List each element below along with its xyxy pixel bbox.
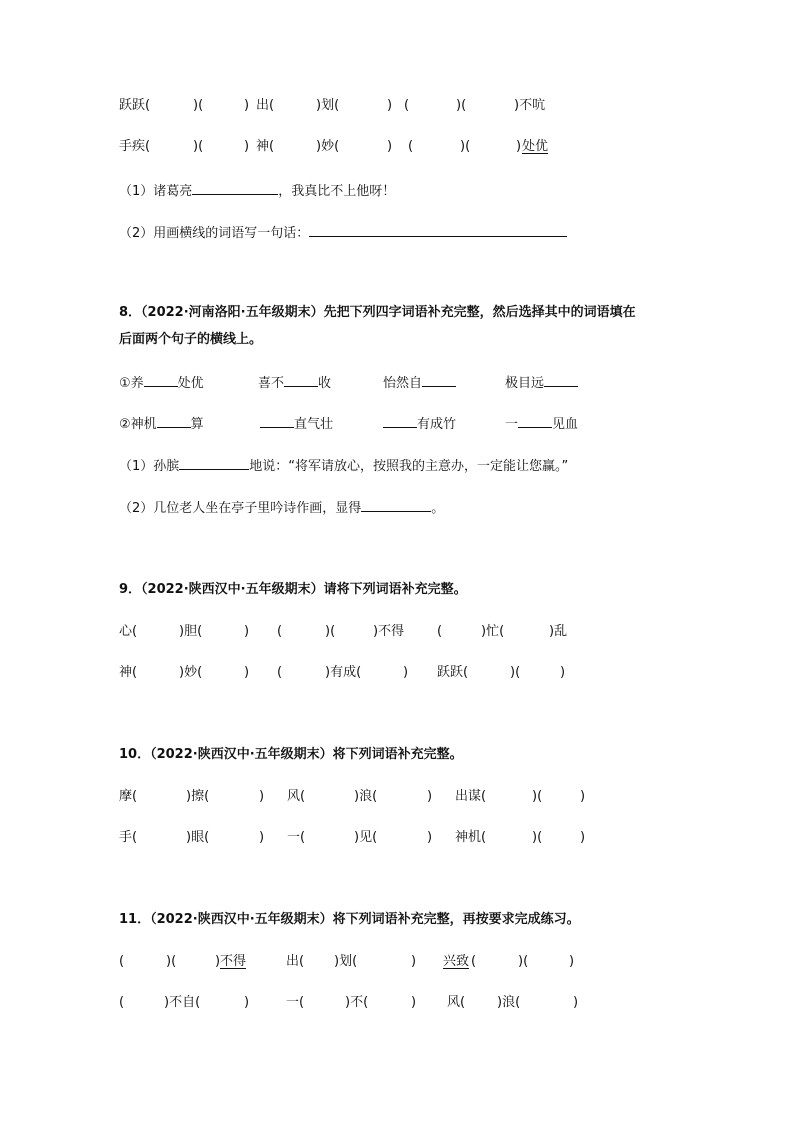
word-part: 出( bbox=[286, 954, 305, 969]
word-part: )有成( bbox=[325, 665, 362, 680]
word-part: )( bbox=[325, 624, 336, 639]
word-item: 极目远 bbox=[505, 373, 578, 393]
word-part: )不( bbox=[345, 995, 369, 1010]
word-part: ( bbox=[119, 995, 125, 1010]
word-part: ) bbox=[387, 139, 393, 154]
word-part: 一( bbox=[287, 830, 306, 845]
word-part: )( bbox=[166, 954, 177, 969]
word-part: 手( bbox=[119, 830, 138, 845]
word-part: ( bbox=[277, 665, 283, 680]
q10-title: 10．（2022·陕西汉中·五年级期末）将下列词语补充完整。 bbox=[119, 747, 463, 762]
word-part: ) bbox=[244, 665, 250, 680]
word-part: ( bbox=[277, 624, 283, 639]
word-part: )( bbox=[518, 954, 529, 969]
word-part: )浪( bbox=[354, 789, 378, 804]
q7-sentence-2 bbox=[119, 223, 567, 243]
word-part: ) bbox=[516, 139, 522, 154]
word-part: 跃跃( bbox=[437, 665, 469, 680]
answer-blank[interactable] bbox=[192, 181, 278, 195]
word-part: 摩( bbox=[119, 789, 138, 804]
word-part: ) bbox=[427, 789, 433, 804]
word-part: ) bbox=[215, 954, 221, 969]
word-part: ( bbox=[471, 954, 477, 969]
answer-blank[interactable] bbox=[179, 456, 249, 470]
sentence-text: （2）几位老人坐在亭子里吟诗作画，显得 bbox=[119, 501, 362, 516]
q11-title: 11．（2022·陕西汉中·五年级期末）将下列词语补充完整，再按要求完成练习。 bbox=[119, 912, 580, 927]
word-part: ) bbox=[580, 830, 586, 845]
word-part: ) bbox=[411, 995, 417, 1010]
word-part: 风( bbox=[447, 995, 466, 1010]
word-part: )( bbox=[456, 98, 467, 113]
word-part: 跃跃( bbox=[119, 98, 151, 113]
sentence-text: （2）用画横线的词语写一句话： bbox=[119, 226, 310, 241]
word-item: 喜不 收 bbox=[258, 373, 331, 393]
word-part: 出( bbox=[256, 98, 275, 113]
answer-blank[interactable] bbox=[544, 373, 578, 387]
sentence-text: 地说：“将军请放心，按照我的主意办，一定能让您赢。” bbox=[249, 459, 569, 474]
q8-title-line-1: 8．（2022·河南洛阳·五年级期末）先把下列四字词语补充完整，然后选择其中的词语填在 bbox=[119, 305, 636, 320]
underlined-word: 处优 bbox=[522, 139, 549, 154]
word-part: )( bbox=[193, 139, 204, 154]
word-part: ) bbox=[403, 665, 409, 680]
word-part: ) bbox=[560, 665, 566, 680]
word-part: ( bbox=[119, 954, 125, 969]
word-part: )擦( bbox=[186, 789, 210, 804]
word-part: )( bbox=[532, 830, 543, 845]
answer-blank[interactable] bbox=[309, 223, 567, 237]
answer-blank[interactable] bbox=[518, 414, 552, 428]
word-part: ) bbox=[427, 830, 433, 845]
word-part: )忙( bbox=[481, 624, 505, 639]
word-item: ②神机 算 bbox=[119, 414, 204, 434]
word-part: )不得 bbox=[373, 624, 405, 639]
word-part: ( bbox=[404, 98, 410, 113]
q9-title: 9．（2022·陕西汉中·五年级期末）请将下列词语补充完整。 bbox=[119, 582, 467, 597]
word-part: )胆( bbox=[179, 624, 203, 639]
word-item: 一 见血 bbox=[505, 414, 578, 434]
word-part: )乱 bbox=[549, 624, 568, 639]
word-part: ( bbox=[408, 139, 414, 154]
q8-title-line-2: 后面两个句子的横线上。 bbox=[119, 332, 263, 347]
word-item: 有成竹 bbox=[383, 414, 456, 434]
word-part: )( bbox=[510, 665, 521, 680]
word-part: ( bbox=[437, 624, 443, 639]
sentence-text: 。 bbox=[431, 501, 445, 516]
answer-blank[interactable] bbox=[144, 373, 178, 387]
word-part: )妙( bbox=[179, 665, 203, 680]
word-item: 直气壮 bbox=[260, 414, 333, 434]
answer-blank[interactable] bbox=[260, 414, 294, 428]
word-part: )见( bbox=[354, 830, 378, 845]
word-part: ) bbox=[244, 98, 250, 113]
word-part: 神( bbox=[119, 665, 138, 680]
underlined-word: 兴致 bbox=[443, 954, 470, 969]
word-part: ) bbox=[573, 995, 579, 1010]
word-part: )妙( bbox=[316, 139, 340, 154]
q8-sentence-1 bbox=[119, 456, 568, 476]
word-part: ) bbox=[569, 954, 575, 969]
underlined-word: 不得 bbox=[220, 954, 247, 969]
word-part: 一( bbox=[286, 995, 305, 1010]
sentence-text: （1）孙膑 bbox=[119, 459, 180, 474]
word-part: )不吭 bbox=[514, 98, 546, 113]
word-part: 神机( bbox=[455, 830, 487, 845]
answer-blank[interactable] bbox=[383, 414, 417, 428]
answer-blank[interactable] bbox=[361, 498, 431, 512]
word-part: )划( bbox=[334, 954, 358, 969]
word-part: ) bbox=[259, 830, 265, 845]
answer-blank[interactable] bbox=[157, 414, 191, 428]
word-part: 心( bbox=[119, 624, 138, 639]
word-part: )眼( bbox=[186, 830, 210, 845]
word-part: 出谋( bbox=[455, 789, 487, 804]
word-part: )( bbox=[460, 139, 471, 154]
word-part: )( bbox=[532, 789, 543, 804]
word-part: ) bbox=[244, 995, 250, 1010]
sentence-text: ，我真比不上他呀！ bbox=[278, 184, 396, 199]
word-item: ①养 处优 bbox=[119, 373, 204, 393]
word-part: ) bbox=[411, 954, 417, 969]
q7-sentence-1 bbox=[119, 181, 395, 201]
q8-sentence-2 bbox=[119, 498, 444, 518]
word-part: 风( bbox=[287, 789, 306, 804]
word-part: ) bbox=[244, 139, 250, 154]
word-part: 神( bbox=[256, 139, 275, 154]
word-part: ) bbox=[244, 624, 250, 639]
word-part: 手疾( bbox=[119, 139, 151, 154]
word-part: )浪( bbox=[497, 995, 521, 1010]
answer-blank[interactable] bbox=[422, 373, 456, 387]
word-part: )( bbox=[193, 98, 204, 113]
word-part: )划( bbox=[316, 98, 340, 113]
word-part: ) bbox=[259, 789, 265, 804]
answer-blank[interactable] bbox=[284, 373, 318, 387]
word-part: ) bbox=[387, 98, 393, 113]
sentence-text: （1）诸葛亮 bbox=[119, 184, 193, 199]
word-part: ) bbox=[580, 789, 586, 804]
word-item: 怡然自 bbox=[383, 373, 456, 393]
word-part: )不自( bbox=[164, 995, 201, 1010]
